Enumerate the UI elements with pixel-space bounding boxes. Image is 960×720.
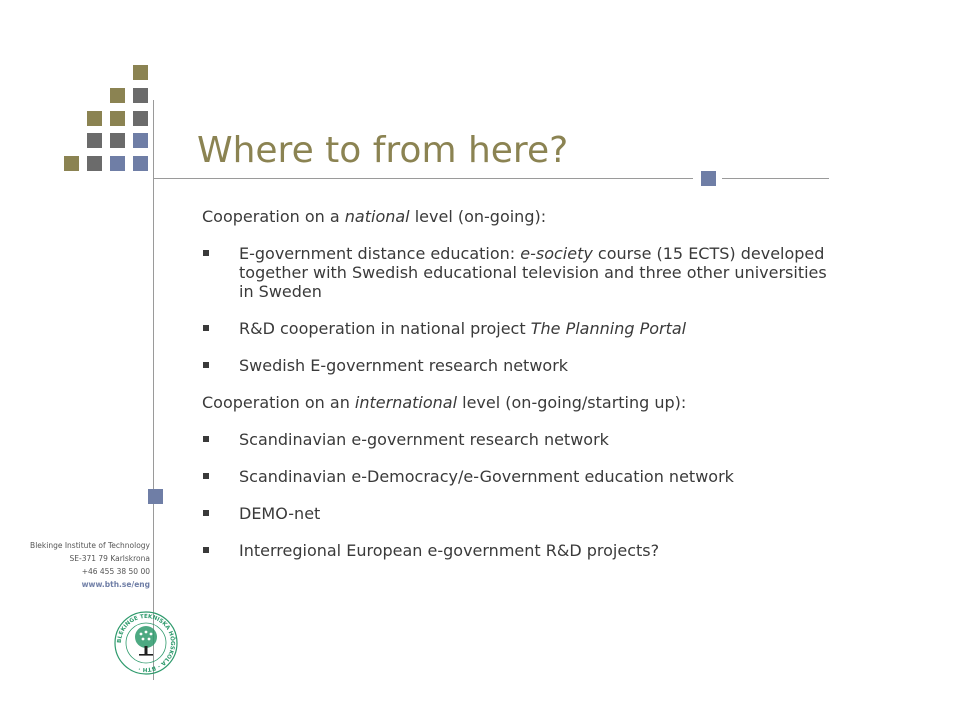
national-emphasis: national	[344, 207, 410, 226]
square-bullet-icon	[203, 436, 209, 442]
footer-contact	[10, 539, 150, 591]
square-bullet-icon	[203, 547, 209, 553]
square-bullet-icon	[203, 473, 209, 479]
international-emphasis: international	[354, 393, 458, 412]
square-bullet-icon	[203, 325, 209, 331]
bullet-item: E-government distance education: e-society course (15 ECTS) developed together with Swedish educational television and three other universities in Sweden	[202, 244, 842, 301]
title-underline-left	[153, 178, 693, 179]
international-intro: Cooperation on an international level (on-going/starting up):	[202, 393, 687, 412]
grid-square	[110, 156, 125, 171]
footer-address: SE-371 79 Karlskrona	[69, 554, 150, 563]
slide-title: Where to from here?	[197, 130, 569, 171]
grid-square	[133, 65, 148, 80]
grid-square	[110, 133, 125, 148]
footer-phone: +46 455 38 50 00	[81, 567, 150, 576]
square-bullet-icon	[203, 250, 209, 256]
grid-square	[87, 133, 102, 148]
grid-square	[110, 111, 125, 126]
national-intro: Cooperation on a national level (on-going):	[202, 207, 547, 226]
grid-square	[87, 156, 102, 171]
bullet-item: Scandinavian e-Democracy/e-Government education network	[202, 467, 842, 486]
title-underline-right	[722, 178, 829, 179]
grid-square	[133, 156, 148, 171]
tree-icon	[135, 626, 157, 656]
accent-square-side	[148, 489, 163, 504]
bullet-item: Scandinavian e-government research network	[202, 430, 842, 449]
grid-square	[110, 88, 125, 103]
vertical-divider	[153, 100, 154, 680]
logo-ring-text: BLEKINGE TEKNISKA HÖGSKOLA · BTH ·	[116, 613, 176, 673]
slide-body	[202, 207, 842, 578]
bth-logo	[113, 610, 179, 676]
bullet-item: R&D cooperation in national project The Planning Portal	[202, 319, 842, 338]
grid-square	[133, 88, 148, 103]
footer-org: Blekinge Institute of Technology	[30, 541, 150, 550]
square-bullet-icon	[203, 362, 209, 368]
bullet-item: DEMO-net	[202, 504, 842, 523]
grid-square	[87, 111, 102, 126]
footer-url[interactable]: www.bth.se/eng	[81, 580, 150, 589]
bullet-item: Swedish E-government research network	[202, 356, 842, 375]
grid-square	[64, 156, 79, 171]
grid-square	[133, 111, 148, 126]
square-bullet-icon	[203, 510, 209, 516]
grid-square	[133, 133, 148, 148]
bullet-item: Interregional European e-government R&D projects?	[202, 541, 842, 560]
accent-square-title	[701, 171, 716, 186]
